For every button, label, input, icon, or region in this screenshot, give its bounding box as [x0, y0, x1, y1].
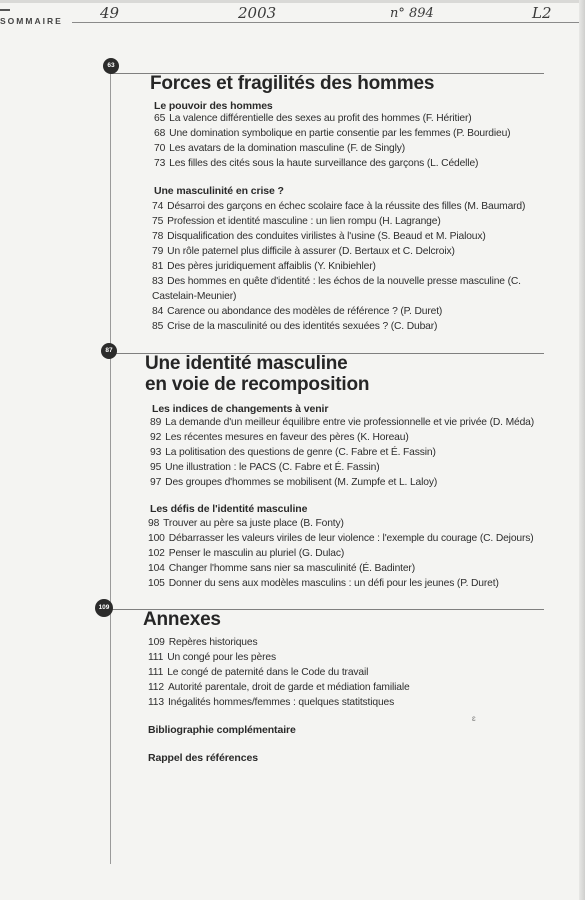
section-page-badge: 87: [101, 343, 117, 359]
toc-entry[interactable]: 111 Un congé pour les pères: [148, 652, 276, 663]
group-heading: Les indices de changements à venir: [152, 403, 329, 415]
toc-entry[interactable]: 104 Changer l'homme sans nier sa masculinité (É. Badinter): [148, 563, 415, 574]
toc-entry[interactable]: 78 Disqualification des conduites virilistes à l'usine (S. Beaud et M. Pialoux): [152, 231, 486, 242]
page-top-shadow: [0, 0, 585, 3]
section-title: en voie de recomposition: [145, 374, 370, 395]
toc-entry[interactable]: 79 Un rôle paternel plus difficile à assurer (D. Bertaux et C. Delcroix): [152, 246, 455, 257]
toc-entry[interactable]: 102 Penser le masculin au pluriel (G. Dulac): [148, 548, 345, 559]
group-heading: Une masculinité en crise ?: [154, 185, 284, 197]
page-edge: [579, 0, 585, 900]
toc-entry[interactable]: 113 Inégalités hommes/femmes : quelques statitstiques: [148, 697, 395, 708]
toc-entry[interactable]: 93 La politisation des questions de genre (C. Fabre et É. Fassin): [150, 447, 436, 458]
annex-extra[interactable]: Rappel des références: [148, 752, 258, 764]
handwritten-note-4: L2: [532, 4, 552, 22]
scan-speck: ɛ: [472, 714, 476, 723]
section-title: Annexes: [143, 609, 221, 630]
toc-entry[interactable]: 97 Des groupes d'hommes se mobilisent (M. Zumpfe et L. Laloy): [150, 477, 438, 488]
toc-entry[interactable]: 68 Une domination symbolique en partie consentie par les femmes (P. Bourdieu): [154, 128, 511, 139]
toc-entry[interactable]: 85 Crise de la masculinité ou des identités sexuées ? (C. Dubar): [152, 321, 438, 332]
header-label: SOMMAIRE: [0, 16, 63, 26]
toc-entry[interactable]: 92 Les récentes mesures en faveur des pères (K. Horeau): [150, 432, 409, 443]
toc-entry[interactable]: 74 Désarroi des garçons en échec scolaire face à la réussite des filles (M. Baumard): [152, 201, 526, 212]
annex-extra[interactable]: Bibliographie complémentaire: [148, 724, 296, 736]
header-marker: [0, 9, 10, 11]
vertical-rule: [110, 72, 111, 864]
toc-entry[interactable]: 95 Une illustration : le PACS (C. Fabre et É. Fassin): [150, 462, 380, 473]
section-title: Une identité masculine: [145, 353, 348, 374]
toc-entry[interactable]: 109 Repères historiques: [148, 637, 258, 648]
section-title: Forces et fragilités des hommes: [150, 73, 435, 94]
toc-entry[interactable]: 98 Trouver au père sa juste place (B. Fonty): [148, 518, 344, 529]
toc-entry[interactable]: 73 Les filles des cités sous la haute surveillance des garçons (L. Cédelle): [154, 158, 479, 169]
handwritten-note-2: 2003: [238, 4, 277, 22]
group-heading: Les défis de l'identité masculine: [150, 503, 308, 515]
toc-entry[interactable]: 89 La demande d'un meilleur équilibre entre vie professionnelle et vie privée (D. Méda): [150, 417, 534, 428]
toc-entry[interactable]: 84 Carence ou abondance des modèles de référence ? (P. Duret): [152, 306, 443, 317]
toc-entry[interactable]: 75 Profession et identité masculine : un lien rompu (H. Lagrange): [152, 216, 441, 227]
toc-entry[interactable]: 111 Le congé de paternité dans le Code du travail: [148, 667, 369, 678]
section-page-badge: 63: [103, 58, 119, 74]
header-rule: [72, 22, 579, 23]
toc-entry[interactable]: 112 Autorité parentale, droit de garde et médiation familiale: [148, 682, 410, 693]
group-heading: Le pouvoir des hommes: [154, 100, 273, 112]
toc-entry[interactable]: 105 Donner du sens aux modèles masculins : un défi pour les jeunes (P. Duret): [148, 578, 499, 589]
handwritten-note-3: n° 894: [390, 6, 434, 21]
toc-entry[interactable]: 70 Les avatars de la domination masculine (F. de Singly): [154, 143, 406, 154]
toc-entry[interactable]: 100 Débarrasser les valeurs viriles de leur violence : l'exemple du courage (C. Dejours): [148, 533, 534, 544]
toc-entry[interactable]: 65 La valence différentielle des sexes au profit des hommes (F. Héritier): [154, 113, 472, 124]
handwritten-note-1: 49: [100, 4, 120, 22]
toc-entry[interactable]: 81 Des pères juridiquement affaiblis (Y. Knibiehler): [152, 261, 376, 272]
section-page-badge: 109: [95, 599, 113, 617]
toc-entry[interactable]: 83 Des hommes en quête d'identité : les échos de la nouvelle presse masculine (C. Castelain-Meunier): [152, 276, 521, 302]
